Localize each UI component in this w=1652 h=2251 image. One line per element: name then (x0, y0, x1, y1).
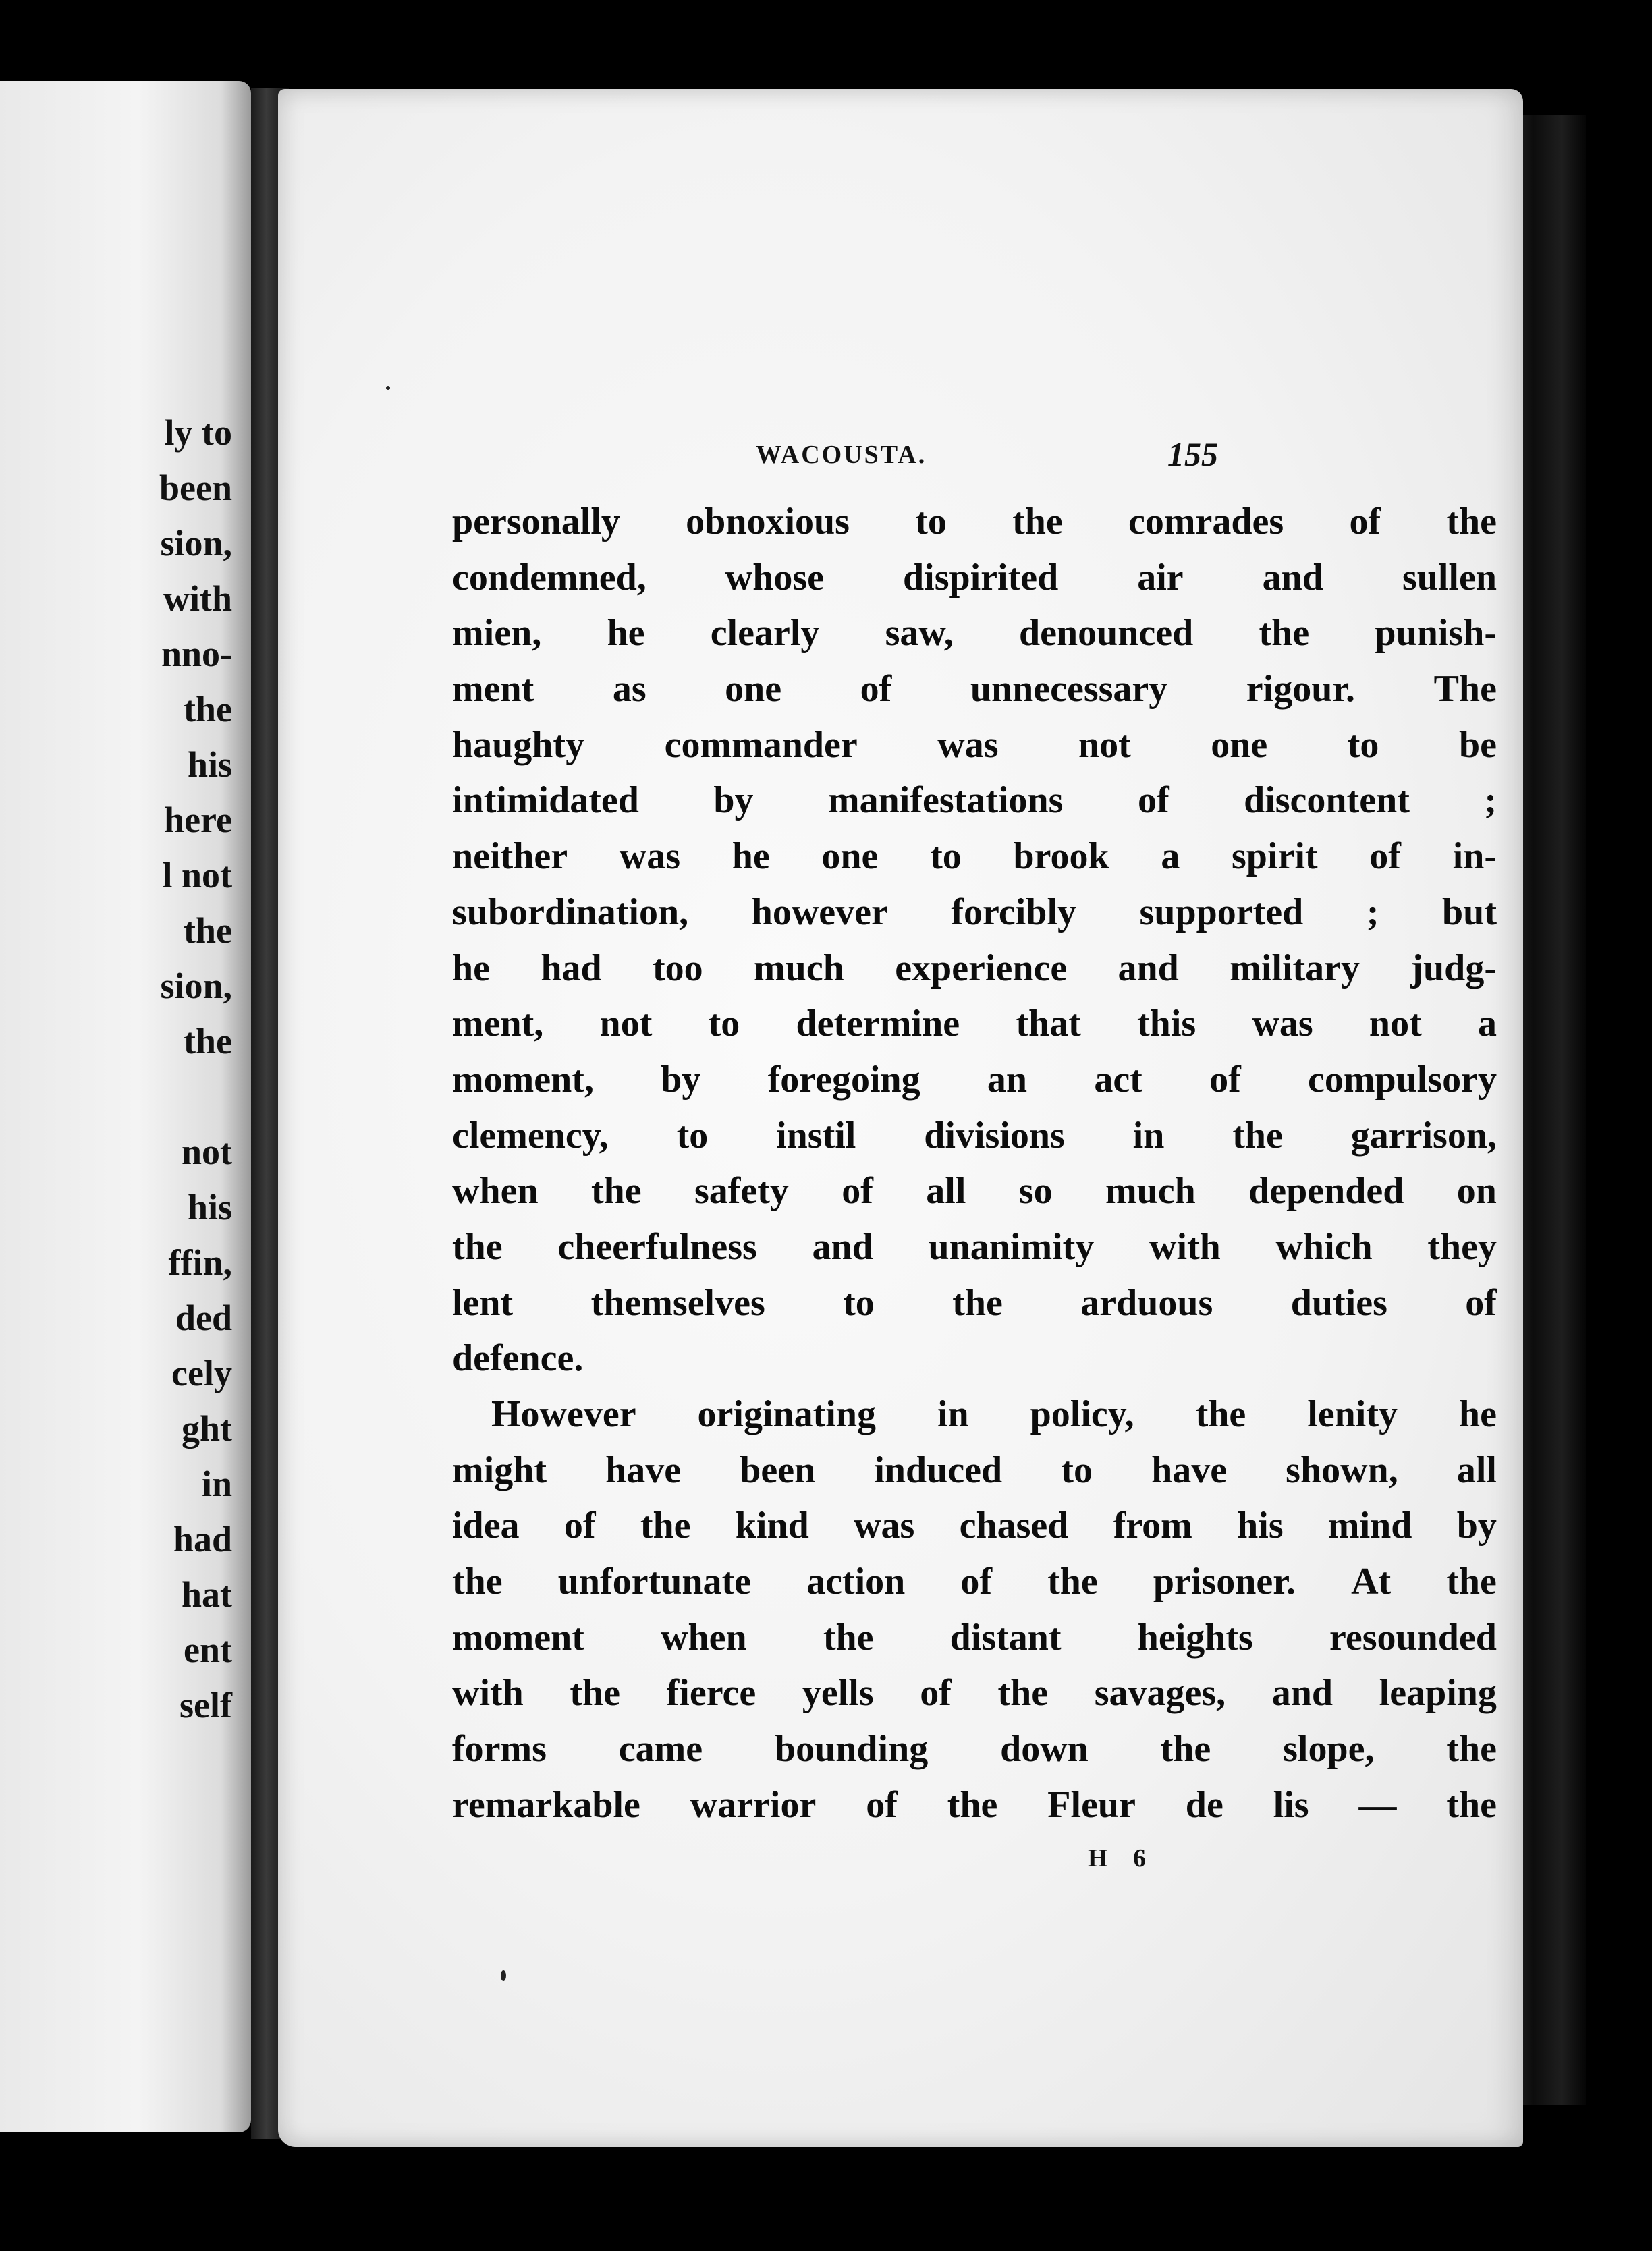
left-page-line: the (184, 910, 232, 951)
text-line: ment as one of unnecessary rigour. The (452, 668, 1497, 711)
left-page-line: ly to (164, 412, 232, 453)
text-line: lent themselves to the arduous duties of (452, 1281, 1497, 1324)
text-line: subordination, however forcibly supported ; but (452, 891, 1497, 933)
page-header (278, 435, 1523, 480)
text-line: personally obnoxious to the comrades of the (452, 501, 1497, 543)
ink-speck (386, 386, 390, 390)
book-page (278, 89, 1523, 2147)
text-line: condemned, whose dispirited air and sullen (452, 556, 1497, 599)
text-line: remarkable warrior of the Fleur de lis — the (452, 1783, 1497, 1826)
left-page-line: nno- (161, 634, 232, 674)
text-line: moment, by foregoing an act of compulsory (452, 1058, 1497, 1101)
left-page-line: sion, (160, 966, 232, 1006)
left-page-line: the (184, 1021, 232, 1061)
text-line: he had too much experience and military judg- (452, 947, 1497, 989)
paragraph-1 (452, 494, 1497, 1387)
left-page-text (30, 405, 232, 1733)
ink-speck (501, 1970, 506, 1981)
left-page-line: here (164, 800, 232, 840)
text-line: might have been induced to have shown, all (452, 1449, 1497, 1491)
left-page-line: with (163, 578, 232, 619)
running-head: WACOUSTA. (756, 441, 927, 469)
left-page-line: in (201, 1464, 232, 1504)
signature-mark: H 6 (1088, 1844, 1156, 1872)
left-page-line: hat (181, 1574, 232, 1615)
left-page-line: the (184, 689, 232, 729)
left-page-line: his (187, 1187, 232, 1227)
left-page-line: ffin, (168, 1242, 232, 1283)
text-line: the unfortunate action of the prisoner. At the (452, 1561, 1497, 1603)
left-page-line: been (159, 468, 232, 508)
text-line: ment, not to determine that this was not a (452, 1003, 1497, 1045)
text-line: idea of the kind was chased from his mind by (452, 1505, 1497, 1547)
body-text (452, 494, 1497, 1833)
page-number: 155 (1167, 435, 1218, 473)
text-line: the cheerfulness and unanimity with which they (452, 1225, 1497, 1268)
text-line: However originating in policy, the lenity he (491, 1393, 1497, 1435)
text-line: haughty commander was not one to be (452, 723, 1497, 766)
left-page-line: ded (175, 1298, 232, 1338)
text-line: with the fierce yells of the savages, and leaping (452, 1672, 1497, 1715)
left-page-line: his (187, 744, 232, 785)
left-facing-page (0, 81, 251, 2132)
left-page-line: sion, (160, 523, 232, 563)
paragraph-2 (452, 1387, 1497, 1833)
text-line: mien, he clearly saw, denounced the punish- (452, 612, 1497, 655)
left-page-line: had (173, 1519, 232, 1559)
text-line: when the safety of all so much depended on (452, 1170, 1497, 1213)
left-page-line: l not (162, 855, 232, 895)
text-line: clemency, to instil divisions in the garrison, (452, 1114, 1497, 1157)
text-line: forms came bounding down the slope, the (452, 1728, 1497, 1771)
left-page-line: cely (171, 1353, 232, 1393)
text-line: moment when the distant heights resounded (452, 1616, 1497, 1659)
text-line: neither was he one to brook a spirit of in- (452, 835, 1497, 878)
text-line: defence. (452, 1337, 584, 1380)
left-page-line: self (180, 1685, 232, 1725)
left-page-line: ght (181, 1408, 232, 1449)
left-page-line: ent (184, 1630, 232, 1670)
left-page-line (30, 1069, 232, 1124)
text-line: intimidated by manifestations of discontent ; (452, 779, 1497, 822)
left-page-line: not (181, 1132, 232, 1172)
